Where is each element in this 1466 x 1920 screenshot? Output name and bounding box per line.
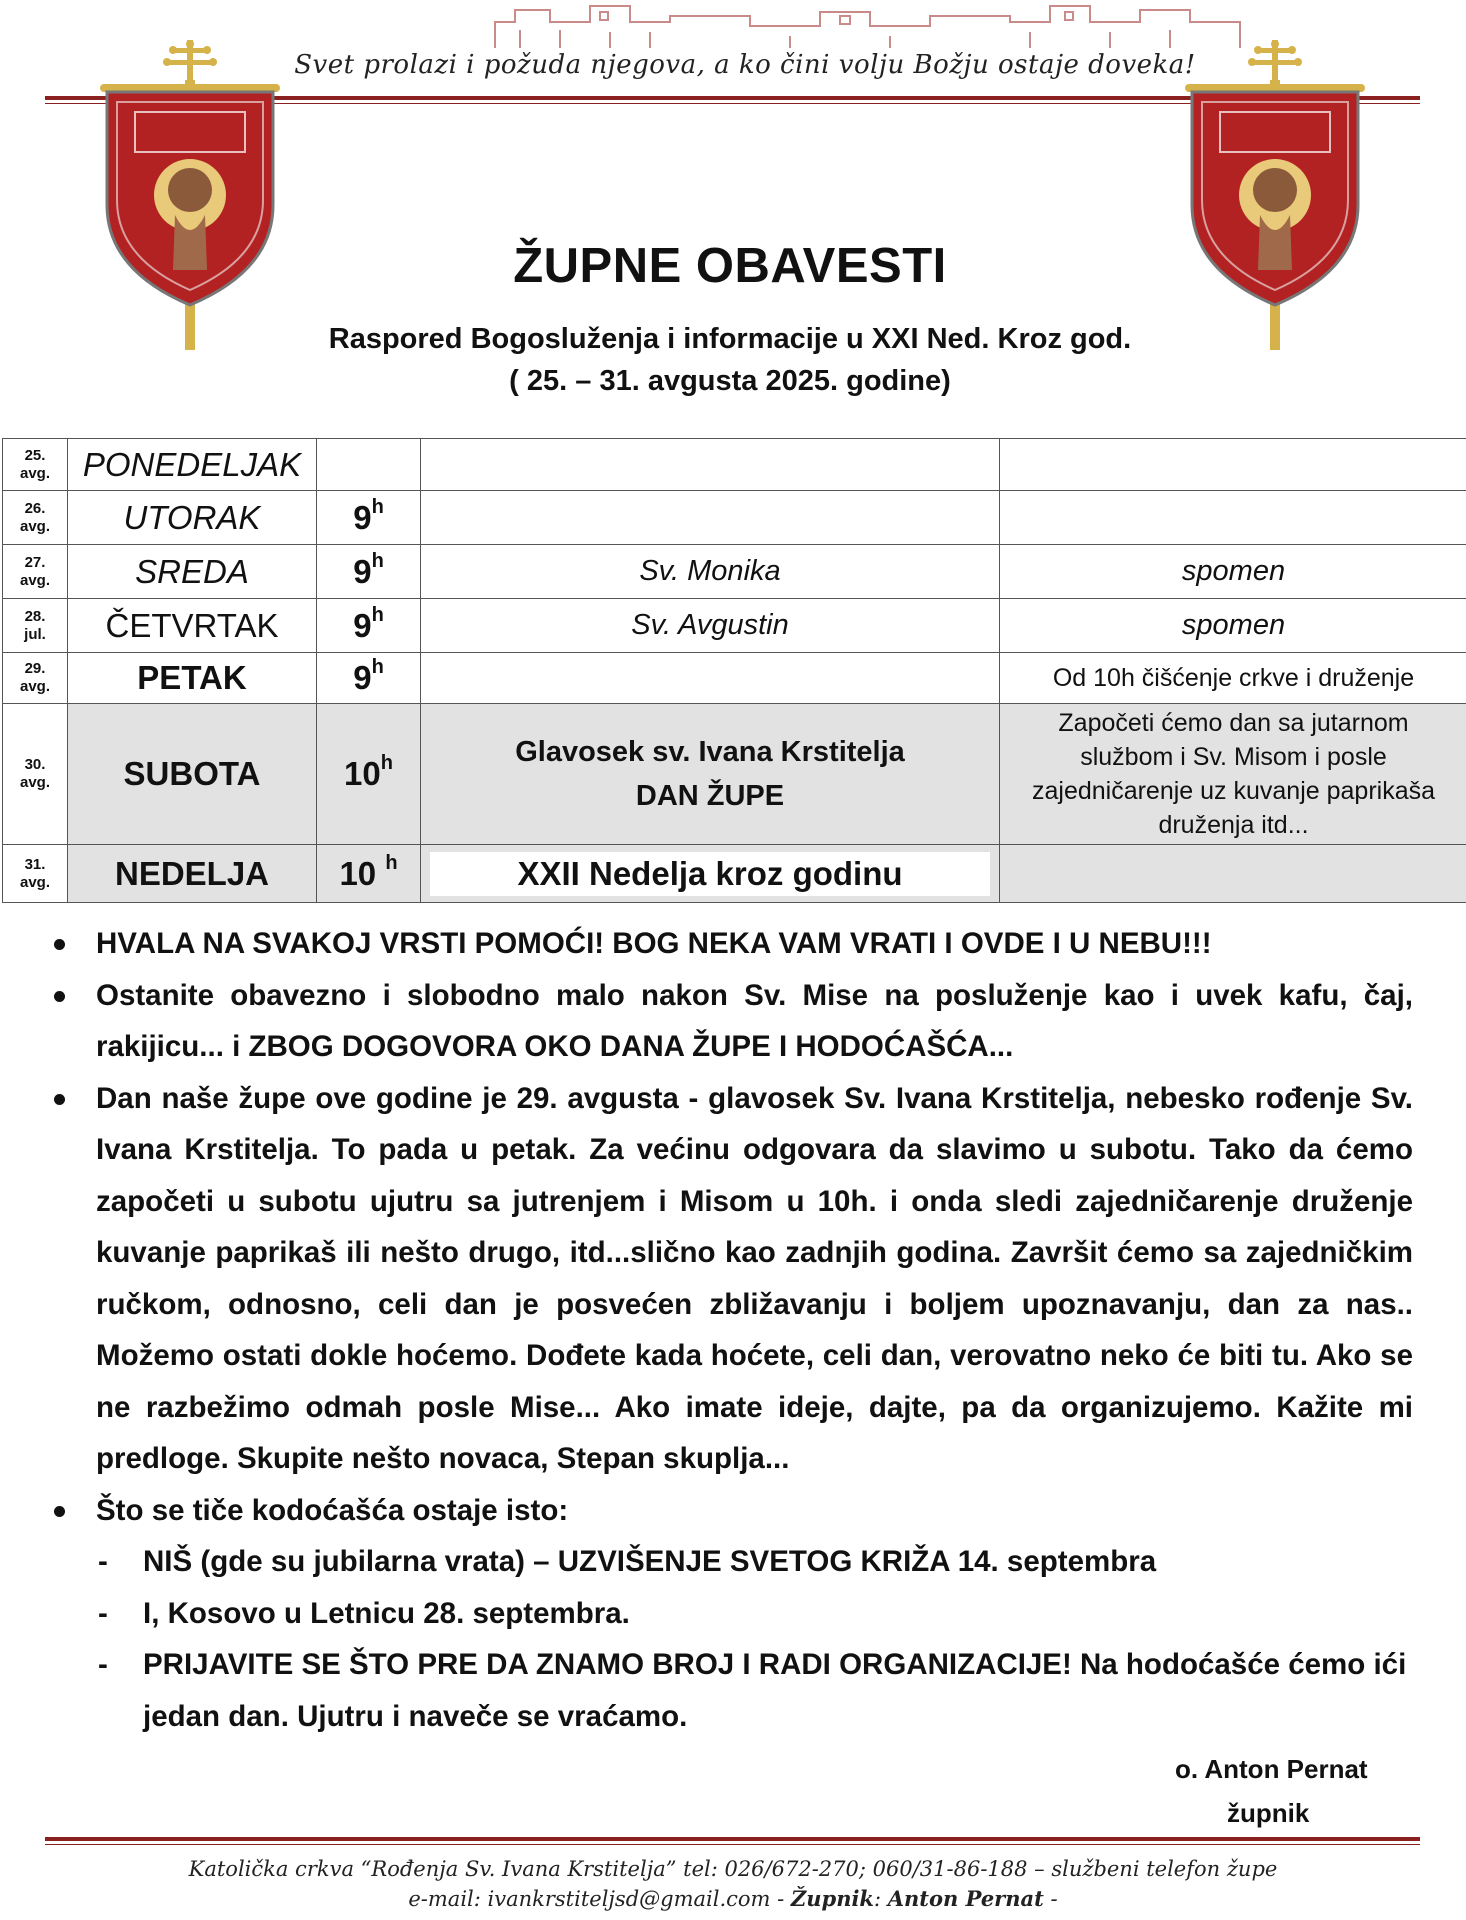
- celebration-label: XXII Nedelja kroz godinu: [430, 852, 991, 896]
- date-day: 31.: [24, 855, 46, 873]
- subtitle-line-2: ( 25. – 31. avgusta 2025. godine): [509, 365, 951, 397]
- time-cell: [317, 491, 421, 545]
- date-day: 26.: [24, 499, 46, 517]
- footer-email-line: [80, 1884, 1386, 1914]
- date-month: avg.: [19, 571, 50, 589]
- note-cell: spomen: [1000, 599, 1466, 653]
- table-row: [3, 704, 1466, 845]
- date-cell: [3, 599, 68, 653]
- table-row: [3, 845, 1466, 903]
- bullet-icon: [54, 1506, 65, 1517]
- celebration-cell: [421, 704, 1000, 845]
- sub-list-item: [48, 1588, 1413, 1640]
- time-value: 10: [344, 755, 381, 792]
- date-day: 29.: [24, 660, 46, 677]
- table-row: [3, 545, 1466, 599]
- sub-item-text: I, Kosovo u Letnicu 28. septembra.: [143, 1596, 630, 1630]
- footer-pastor-name: Anton Pernat: [887, 1886, 1044, 1911]
- motto: Svet prolazi i požuda njegova, a ko čini volju Božju ostaje doveka!: [294, 50, 1196, 80]
- date-cell: [3, 491, 68, 545]
- time-unit: h: [371, 549, 384, 572]
- date-cell: [3, 439, 68, 491]
- footer-contact: Katolička crkva “Rođenja Sv. Ivana Krstitelja” tel: 026/672-270; 060/31-86-188 – službeni telefon župe: [188, 1857, 1278, 1881]
- time-value: 9: [353, 552, 372, 590]
- time-value: 9: [353, 659, 372, 696]
- time-unit: h: [371, 603, 384, 626]
- cross-icon: [163, 40, 217, 80]
- time-cell: [317, 653, 421, 704]
- time-unit: h: [371, 495, 384, 518]
- note-cell: [1000, 845, 1466, 903]
- celebration-line-1: Glavosek sv. Ivana Krstitelja: [515, 736, 905, 768]
- cross-icon: [1248, 40, 1302, 80]
- time-cell: [317, 704, 421, 845]
- time-value: 9: [353, 606, 372, 644]
- sub-item-text: NIŠ (gde su jubilarna vrata) – UZVIŠENJE SVETOG KRIŽA 14. septembra: [143, 1545, 1157, 1578]
- date-cell: [3, 704, 68, 845]
- note-cell: spomen: [1000, 545, 1466, 599]
- castle-outline-logo: [490, 2, 1250, 50]
- weekday-cell: ČETVRTAK: [68, 599, 317, 653]
- note-cell: [1000, 491, 1466, 545]
- table-row: [3, 491, 1466, 545]
- bullet-text: HVALA NA SVAKOJ VRSTI POMOĆI! BOG NEKA VAM VRATI I OVDE I U NEBU!!!: [96, 927, 1212, 960]
- celebration-cell: [421, 439, 1000, 491]
- parish-banner-left: [95, 40, 285, 350]
- footer-separator: :: [873, 1887, 888, 1911]
- page-title: ŽUPNE OBAVESTI: [513, 239, 947, 293]
- date-day: 28.: [24, 607, 46, 625]
- date-cell: [3, 545, 68, 599]
- dash-marker: -: [98, 1648, 108, 1681]
- table-row: [3, 653, 1466, 704]
- weekday-cell: SREDA: [68, 545, 317, 599]
- sub-list-item: [48, 1536, 1413, 1588]
- time-unit: h: [380, 752, 393, 774]
- footer-suffix: -: [1043, 1887, 1058, 1911]
- celebration-line-2: DAN ŽUPE: [635, 780, 785, 812]
- date-day: 27.: [24, 553, 46, 571]
- signature: [1160, 1747, 1400, 1835]
- celebration-cell: [421, 653, 1000, 704]
- signature-role: župnik: [1227, 1798, 1310, 1828]
- list-item: [48, 918, 1413, 970]
- list-item: [48, 970, 1413, 1073]
- page-subtitle: [230, 318, 1230, 402]
- time-cell: [317, 545, 421, 599]
- weekday-cell: PONEDELJAK: [68, 439, 317, 491]
- bullet-icon: [54, 1094, 65, 1105]
- date-day: 30.: [24, 756, 46, 773]
- announcements: [48, 918, 1413, 1742]
- dash-marker: -: [98, 1596, 108, 1630]
- date-month: avg.: [19, 678, 50, 695]
- celebration-cell: Sv. Avgustin: [421, 599, 1000, 653]
- time-unit: h: [385, 851, 398, 874]
- bullet-icon: [54, 991, 65, 1002]
- list-item: [48, 1485, 1413, 1537]
- footer-email: e-mail: ivankrstiteljsd@gmail.com -: [408, 1887, 791, 1911]
- note-cell: [1000, 439, 1466, 491]
- subtitle-line-1: Raspored Bogosluženja i informacije u XXI Ned. Kroz god.: [328, 323, 1132, 355]
- celebration-cell: [421, 845, 1000, 903]
- time-unit: h: [371, 656, 384, 678]
- date-cell: [3, 845, 68, 903]
- time-value: 10: [339, 854, 386, 892]
- weekday-cell: SUBOTA: [68, 704, 317, 845]
- note-cell: Od 10h čišćenje crkve i druženje: [1000, 653, 1466, 704]
- table-row: [3, 599, 1466, 653]
- footer-pastor-label: Župnik: [790, 1886, 874, 1911]
- bullet-icon: [54, 939, 65, 950]
- time-cell: [317, 599, 421, 653]
- date-month: avg.: [19, 873, 50, 891]
- dash-marker: -: [98, 1545, 108, 1578]
- time-cell: [317, 439, 421, 491]
- parish-banner-right: [1180, 40, 1370, 350]
- date-month: avg.: [19, 517, 50, 535]
- weekday-cell: NEDELJA: [68, 845, 317, 903]
- date-month: avg.: [19, 464, 50, 482]
- date-month: jul.: [24, 625, 46, 643]
- date-month: avg.: [19, 774, 50, 791]
- signature-name: o. Anton Pernat: [1175, 1754, 1368, 1784]
- footer: [80, 1854, 1386, 1914]
- table-row: [3, 439, 1466, 491]
- weekday-cell: PETAK: [68, 653, 317, 704]
- sub-item-text: PRIJAVITE SE ŠTO PRE DA ZNAMO BROJ I RADI ORGANIZACIJE! Na hodoćašće ćemo ići jedan dan. Ujutru i naveče se vraćamo.: [143, 1648, 1407, 1733]
- sub-list-item: [48, 1639, 1413, 1742]
- date-cell: [3, 653, 68, 704]
- mass-schedule-table: [2, 438, 1466, 903]
- celebration-cell: [421, 491, 1000, 545]
- date-day: 25.: [24, 446, 46, 464]
- bullet-text: Što se tiče kodoćašća ostaje isto:: [96, 1493, 569, 1527]
- list-item: [48, 1073, 1413, 1485]
- footer-rule: [45, 1837, 1420, 1845]
- bullet-text: Dan naše župe ove godine je 29. avgusta - glavosek Sv. Ivana Krstitelja, nebesko rođenje Sv. Ivana Krstitelja. To pada u petak. Za većinu odgovara da slavimo u subotu. Tako da ćemo započeti u subotu ujutru sa jutrenjem i Misom u 10h. i onda sledi zajedničarenje druženje kuvanje paprikaš ili nešto drugo, itd...slično kao zadnjih godina. Završit ćemo sa zajedničkim ručkom, odnosno, celi dan je posvećen zbližavanju i boljem upoznavanju, dan za nas.. Možemo ostati dokle hoćemo. Dođete kada hoćete, celi dan, verovatno neko će biti tu. Ako se ne razbežimo odmah posle Mise... Ako imate ideje, dajte, pa da organizujemo. Kažite mi predloge. Skupite nešto novaca, Stepan skuplja...: [96, 1081, 1413, 1475]
- time-value: 9: [353, 498, 372, 536]
- bullet-text: Ostanite obavezno i slobodno malo nakon Sv. Mise na posluženje kao i uvek kafu, čaj, rakijicu... i ZBOG DOGOVORA OKO DANA ŽUPE I HODOĆAŠĆA...: [96, 978, 1413, 1063]
- celebration-cell: Sv. Monika: [421, 545, 1000, 599]
- note-cell: Započeti ćemo dan sa jutarnom službom i Sv. Misom i posle zajedničarenje uz kuvanje paprikaša druženja itd...: [1000, 704, 1466, 845]
- time-cell: [317, 845, 421, 903]
- weekday-cell: UTORAK: [68, 491, 317, 545]
